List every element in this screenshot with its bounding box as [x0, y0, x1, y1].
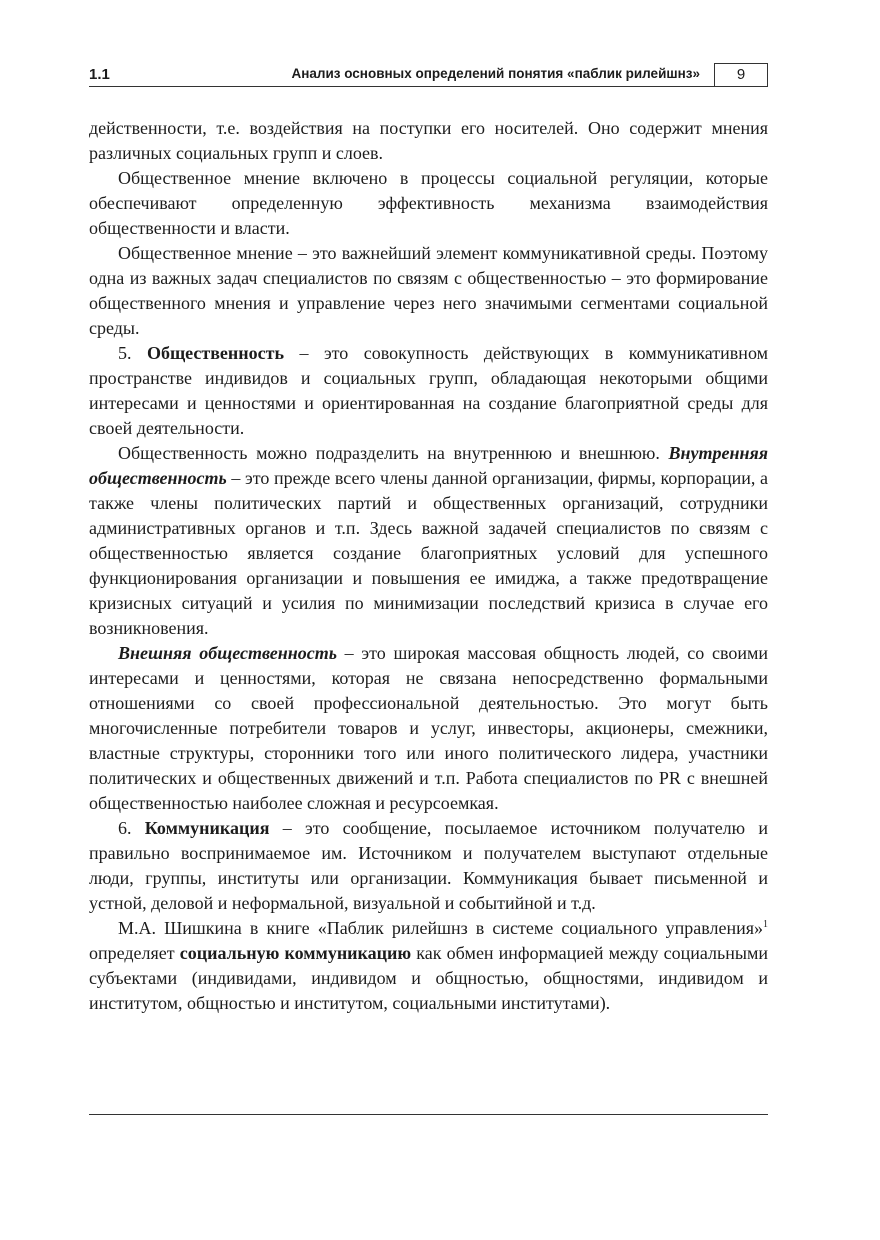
paragraph-text: действенности, т.е. воздействия на поступки его носителей. Оно содержит мнения различных социальных групп и слоев.	[89, 118, 768, 163]
footnote-rule	[89, 1114, 768, 1115]
header-rule	[89, 86, 715, 87]
paragraph-text: Общественность можно подразделить на внутреннюю и внешнюю.	[118, 443, 669, 463]
paragraph-text: определяет	[89, 943, 180, 963]
paragraph-definition	[89, 816, 768, 916]
paragraph	[89, 241, 768, 341]
page-number: 9	[714, 63, 768, 87]
paragraph-text: – это сообщение, посылаемое источником получателю и правильно воспринимаемое им. Источником и получателем выступают отдельные люди, группы, институты или организации. Коммуникация бывает письменной и устной, деловой и неформальной, визуальной и событийной и т.д.	[89, 818, 769, 913]
paragraph-text: – это широкая массовая общность людей, со своими интересами и ценностями, которая не связана непосредственно формальными отношениями со своей профессиональной деятельностью. Это могут быть многочисленные потребители товаров и услуг, инвесторы, акционеры, смежники, властные структуры, сторонники того или иного политического лидера, участники политических и общественных движений и т.п. Работа специалистов по PR с внешней общественностью наиболее сложная и ресурсоемкая.	[89, 643, 768, 813]
paragraph-text: Общественное мнение – это важнейший элемент коммуникативной среды. Поэтому одна из важных задач специалистов по связям с общественностью – это формирование общественного мнения и управление через него значимыми сегментами социальной среды.	[89, 243, 768, 338]
defined-term: Общественность	[146, 343, 285, 363]
body-text	[89, 116, 768, 1016]
item-number: 5.	[118, 343, 147, 363]
defined-term: Внешняя общественность	[118, 643, 337, 663]
paragraph	[89, 441, 768, 641]
paragraph	[89, 166, 768, 241]
defined-term: Внутренняя общественность	[89, 443, 768, 488]
paragraph-text: Общественное мнение включено в процессы социальной регуляции, которые обеспечивают определенную эффективность механизма взаимодействия общественности и власти.	[89, 168, 768, 238]
footnote-marker[interactable]: 1	[763, 919, 768, 930]
paragraph	[89, 916, 768, 1016]
running-title: Анализ основных определений понятия «паблик рилейшнз»	[291, 66, 700, 81]
defined-term: социальную коммуникацию	[179, 943, 412, 963]
item-number: 6.	[118, 818, 145, 838]
section-number: 1.1	[89, 66, 110, 83]
paragraph-text: – это прежде всего члены данной организации, фирмы, корпорации, а также члены политических партий и общественных организаций, сотрудники административных органов и т.п. Здесь важной задачей специалистов по связям с общественностью является создание благоприятных условий для успешного функционирования организации и повышения ее имиджа, а также предотвращение кризисных ситуаций и усилия по минимизации последствий кризиса в случае его возникновения.	[89, 468, 768, 638]
paragraph-text: как обмен информацией между социальными субъектами (индивидами, индивидом и общностью, общностями, индивидом и институтом, общностью и институтом, социальными институтами).	[89, 943, 768, 1013]
paragraph-continued	[89, 116, 768, 166]
paragraph-definition	[89, 341, 768, 441]
paragraph-text: М.А. Шишкина в книге «Паблик рилейшнз в системе социального управления»	[118, 918, 763, 938]
page-header	[89, 63, 768, 89]
defined-term: Коммуникация	[144, 818, 270, 838]
paragraph-text: – это совокупность действующих в коммуникативном пространстве индивидов и социальных групп, обладающая некоторыми общими интересами и ценностями и ориентированная на создание благоприятной среды для своей деятельности.	[89, 343, 768, 438]
paragraph	[89, 641, 768, 816]
